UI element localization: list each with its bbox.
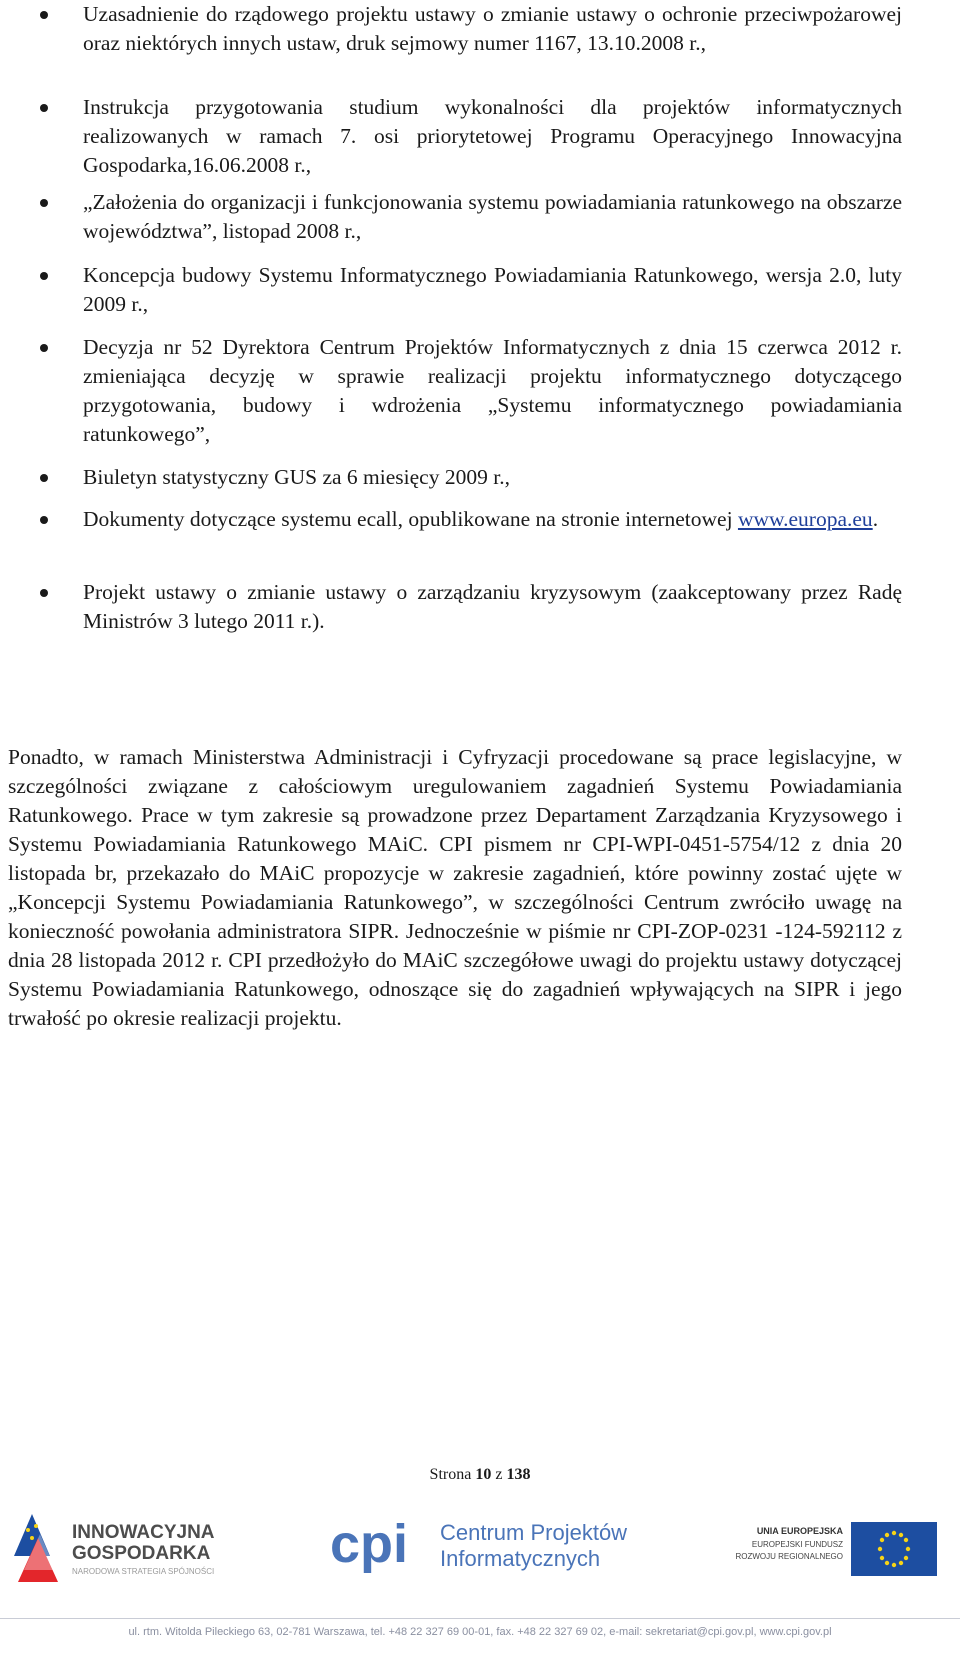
page-number-total: 138	[506, 1466, 531, 1483]
list-item-text: Uzasadnienie do rządowego projektu ustawy o zmianie ustawy o ochronie przeciwpożarowej oraz niektórych innych ustaw, druk sejmowy numer 1167, 13.10.2008 r.,	[83, 2, 902, 55]
cpi-line2: Informatycznych	[440, 1546, 601, 1571]
eu-line1: UNIA EUROPEJSKA	[756, 1526, 843, 1536]
eu-flag-icon	[851, 1522, 937, 1576]
bullet-icon	[40, 11, 48, 19]
list-item-text: Decyzja nr 52 Dyrektora Centrum Projektów Informatycznych z dnia 15 czerwca 2012 r. zmieniająca decyzję w sprawie realizacji projektu informatycznego dotyczącego przygotowania, budowy i wdrożenia „Systemu informatycznego powiadamiania ratunkowego”,	[83, 335, 902, 446]
list-item-text-main: Dokumenty dotyczące systemu ecall, opublikowane na stronie internetowej	[83, 507, 733, 531]
list-item-text	[83, 505, 902, 534]
cpi-mark: cpi	[330, 1514, 409, 1574]
ig-line2: GOSPODARKA	[72, 1543, 211, 1564]
cpi-logo	[330, 1510, 660, 1584]
list-item-text: Projekt ustawy o zmianie ustawy o zarządzaniu kryzysowym (zaakceptowany przez Radę Ministrów 3 lutego 2011 r.).	[83, 580, 902, 633]
bullet-icon	[40, 199, 48, 207]
list-item-text: Koncepcja budowy Systemu Informatycznego Powiadamiania Ratunkowego, wersja 2.0, luty 2009 r.,	[83, 263, 902, 316]
list-item	[40, 93, 902, 180]
page-number-current: 10	[475, 1466, 492, 1483]
eu-line2: EUROPEJSKI FUNDUSZ	[751, 1540, 843, 1549]
bullet-icon	[40, 344, 48, 352]
innowacyjna-gospodarka-logo	[10, 1508, 240, 1588]
list-item	[40, 188, 902, 246]
page-number-sep: z	[495, 1466, 503, 1483]
ig-line1: INNOWACYJNA	[72, 1522, 215, 1543]
page-number	[0, 1466, 960, 1484]
eu-line3: ROZWOJU REGIONALNEGO	[735, 1552, 843, 1561]
list-item-text: „Założenia do organizacji i funkcjonowania systemu powiadamiania ratunkowego na obszarze województwa”, listopad 2008 r.,	[83, 190, 902, 243]
list-item-text: Instrukcja przygotowania studium wykonalności dla projektów informatycznych realizowanych w ramach 7. osi priorytetowej Programu Operacyjnego Innowacyjna Gospodarka,16.06.2008 r.,	[83, 95, 902, 177]
footer-logos	[0, 1500, 960, 1610]
list-item	[40, 505, 902, 534]
list-item	[40, 261, 902, 319]
bullet-icon	[40, 272, 48, 280]
ig-line3: NARODOWA STRATEGIA SPÓJNOŚCI	[72, 1567, 215, 1576]
page-number-prefix: Strona	[429, 1466, 472, 1483]
list-item	[40, 578, 902, 636]
eu-logo	[735, 1520, 945, 1580]
bullet-icon	[40, 589, 48, 597]
list-item	[40, 333, 902, 449]
bullet-icon	[40, 474, 48, 482]
list-item-text: Biuletyn statystyczny GUS za 6 miesięcy 2009 r.,	[83, 465, 510, 489]
footer-address: ul. rtm. Witolda Pileckiego 63, 02-781 Warszawa, tel. +48 22 327 69 00-01, fax. +48 22 327 69 02, e-mail: sekretariat@cpi.gov.pl, www.cpi.gov.pl	[128, 1626, 832, 1638]
cpi-line1: Centrum Projektów	[440, 1520, 628, 1545]
bullet-icon	[40, 104, 48, 112]
bullet-icon	[40, 516, 48, 524]
list-item	[40, 463, 902, 492]
footer-divider	[0, 1618, 960, 1619]
body-paragraph: Ponadto, w ramach Ministerstwa Administracji i Cyfryzacji procedowane są prace legislacyjne, w szczególności związane z całościowym uregulowaniem zagadnień Systemu Powiadamiania Ratunkowego. Prace w tym zakresie są prowadzone przez Departament Zarządzania Kryzysowego i Systemu Powiadamiania Ratunkowego MAiC. CPI pismem nr CPI-WPI-0451-5754/12 z dnia 20 listopada br, przekazało do MAiC propozycje w zakresie zagadnień, które powinny zostać ujęte w „Koncepcji Systemu Powiadamiania Ratunkowego”, w szczególności Centrum zwróciło uwagę na konieczność powołania administratora SIPR. Jednocześnie w piśmie nr CPI-ZOP-0231 -124-592112 z dnia 28 listopada 2012 r. CPI przedłożyło do MAiC szczegółowe uwagi do projektu ustawy dotyczącej Systemu Powiadamiania Ratunkowego, odnoszące się do zagadnień wpływających na SIPR i jego trwałość po okresie realizacji projektu.	[8, 745, 902, 1030]
list-item	[40, 0, 902, 58]
link-suffix: .	[872, 507, 879, 531]
europa-link[interactable]: www.europa.eu	[737, 507, 873, 531]
